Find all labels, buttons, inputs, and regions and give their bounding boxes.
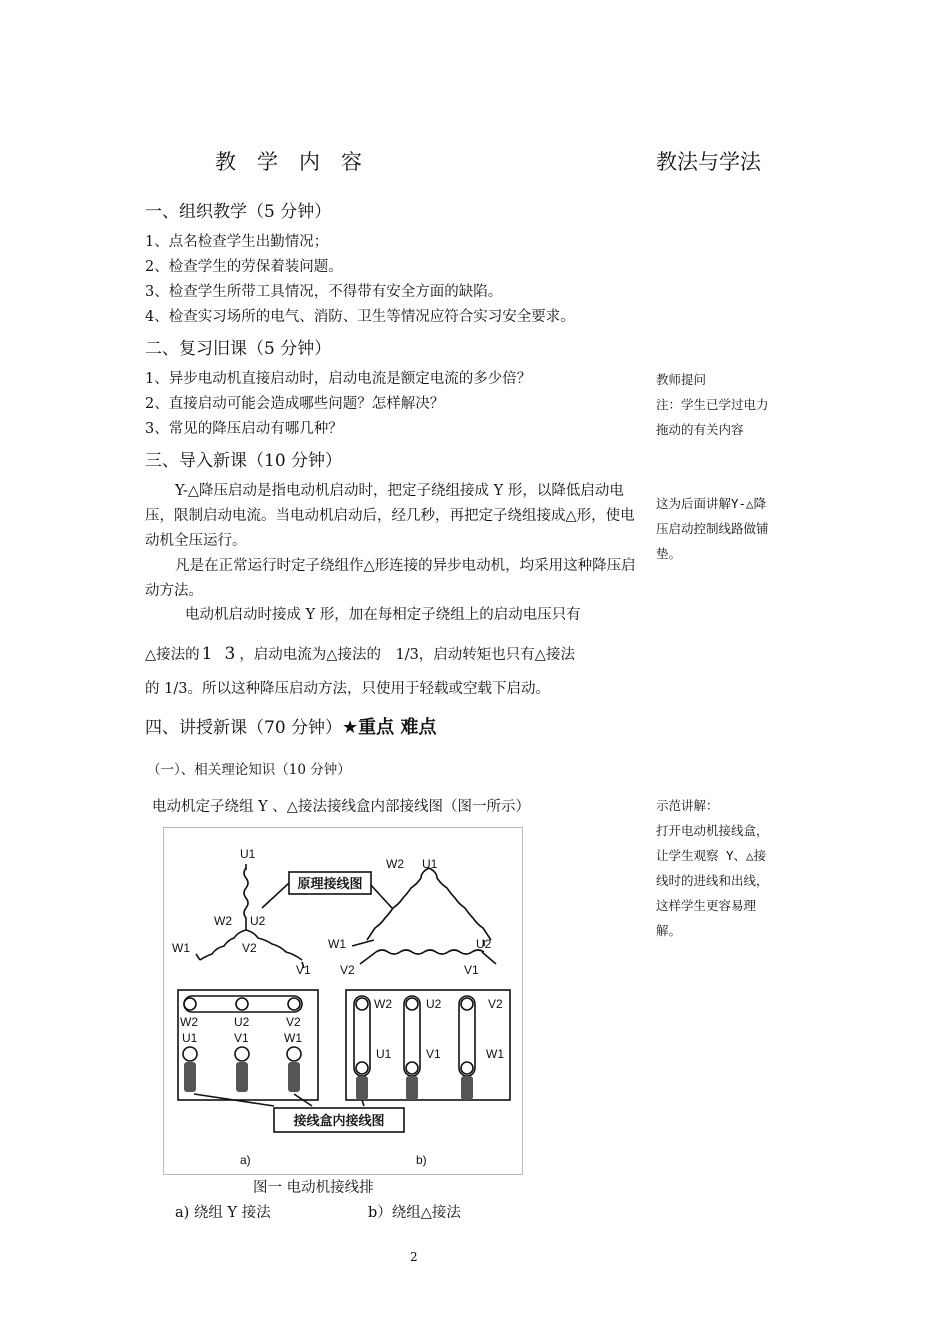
label-w1: W1 <box>486 1047 504 1061</box>
paragraph-line: 的 1/3。所以这种降压启动方法，只使用于轻载或空载下启动。 <box>145 681 550 697</box>
winding-w <box>200 930 246 960</box>
label-v2: V2 <box>286 1015 301 1029</box>
note-line: 教师提问 <box>656 372 707 387</box>
triangle-bottom-winding <box>376 950 484 954</box>
label-v1: V1 <box>464 963 479 977</box>
note-line: 这为后面讲解Y-△降 <box>656 496 767 511</box>
list-item: 1、异步电动机直接启动时，启动电流是额定电流的多少倍？ <box>145 371 532 387</box>
label-v2: V2 <box>488 997 503 1011</box>
figure-sub-caption-b: b）绕组△接法 <box>368 1205 461 1221</box>
label-w2: W2 <box>180 1015 198 1029</box>
fraction-denominator: 3 <box>224 644 236 664</box>
terminal-box-label: 接线盒内接线图 <box>293 1113 385 1128</box>
note-line: 示范讲解： <box>656 798 719 813</box>
list-item: 2、直接启动可能会造成哪些问题？怎样解决？ <box>145 396 445 412</box>
figure-intro: 电动机定子绕组 Y 、△接法接线盒内部接线图（图一所示） <box>152 799 530 815</box>
label-u2: U2 <box>426 997 442 1011</box>
note-line: 打开电动机接线盒， <box>656 823 769 838</box>
label-w2: W2 <box>386 857 404 871</box>
paragraph-line <box>145 642 575 668</box>
triangle-right-winding <box>429 868 491 940</box>
section-4-title-text: 四、讲授新课（70 分钟） <box>145 718 343 738</box>
label-a: a) <box>240 1153 251 1167</box>
note-line: 注：学生已学过电力 <box>656 397 769 412</box>
label-u2: U2 <box>476 937 492 951</box>
section-3-title: 三、导入新课（10 分钟） <box>145 451 343 471</box>
section-2-title: 二、复习旧课（5 分钟） <box>145 339 332 359</box>
text-run: ，启动电流为△接法的 1/3，启动转矩也只有△接法 <box>239 647 575 663</box>
list-item: 3、检查学生所带工具情况，不得带有安全方面的缺陷。 <box>145 284 503 300</box>
wiring-figure <box>163 827 523 1175</box>
key-point-label: ★重点 难点 <box>342 717 437 738</box>
winding-u <box>244 868 248 930</box>
page-number: 2 <box>410 1250 418 1264</box>
wiring-diagram <box>164 828 522 1174</box>
paragraph: 凡是在正常运行时定子绕组作△形连接的异步电动机，均采用这种降压启动方法。 <box>145 558 636 599</box>
label-u1: U1 <box>376 1047 392 1061</box>
label-v2: V2 <box>340 963 355 977</box>
label-w2: W2 <box>214 914 232 928</box>
figure-caption: 图一 电动机接线排 <box>253 1180 374 1196</box>
content-column-title: 教 学 内 容 <box>215 150 362 174</box>
text-run: △接法的 <box>145 647 200 663</box>
label-u1: U1 <box>240 847 256 861</box>
label-w1: W1 <box>284 1031 302 1045</box>
label-w1: W1 <box>328 937 346 951</box>
label-b: b) <box>416 1153 427 1167</box>
list-item: 1、点名检查学生出勤情况； <box>145 234 329 250</box>
section-4-title <box>145 713 436 739</box>
fraction-numerator: 1 <box>201 644 213 664</box>
note-line: 线时的进线和出线， <box>656 873 769 888</box>
paragraph: Y-△降压启动是指电动机启动时，把定子绕组接成 Y 形，以降低启动电压，限制启动电流。当电动机启动后，经几秒，再把定子绕组接成△形，使电动机全压运行。 <box>145 483 635 549</box>
figure-sub-caption-a: a) 绕组 Y 接法 <box>175 1205 271 1221</box>
label-u1: U1 <box>422 857 438 871</box>
label-w2: W2 <box>374 997 392 1011</box>
paragraph-line: 电动机启动时接成 Y 形，加在每相定子绕组上的启动电压只有 <box>185 607 581 623</box>
section-1-title: 一、组织教学（5 分钟） <box>145 202 332 222</box>
label-v1: V1 <box>426 1047 441 1061</box>
note-line: 拖动的有关内容 <box>656 422 744 437</box>
method-column-title: 教法与学法 <box>656 150 761 174</box>
label-u2: U2 <box>250 914 266 928</box>
subsection-title: （一）、相关理论知识（10 分钟） <box>147 762 351 778</box>
list-item: 3、常见的降压启动有哪几种？ <box>145 421 343 437</box>
label-v1: V1 <box>234 1031 249 1045</box>
label-v1: V1 <box>296 963 311 977</box>
note-line: 这样学生更容易理 <box>656 898 757 913</box>
list-item: 4、检查实习场所的电气、消防、卫生等情况应符合实习安全要求。 <box>145 309 575 325</box>
label-u2: U2 <box>234 1015 250 1029</box>
label-v2: V2 <box>242 941 257 955</box>
label-u1: U1 <box>182 1031 198 1045</box>
label-w1: W1 <box>172 941 190 955</box>
note-line: 压启动控制线路做铺 <box>656 521 769 536</box>
triangle-left-winding <box>367 868 429 940</box>
list-item: 2、检查学生的劳保着装问题。 <box>145 259 343 275</box>
principle-diagram-label: 原理接线图 <box>297 876 363 891</box>
note-line: 让学生观察 Y、△接 <box>656 848 767 863</box>
note-line: 解。 <box>656 923 682 938</box>
note-line: 垫。 <box>656 546 682 561</box>
